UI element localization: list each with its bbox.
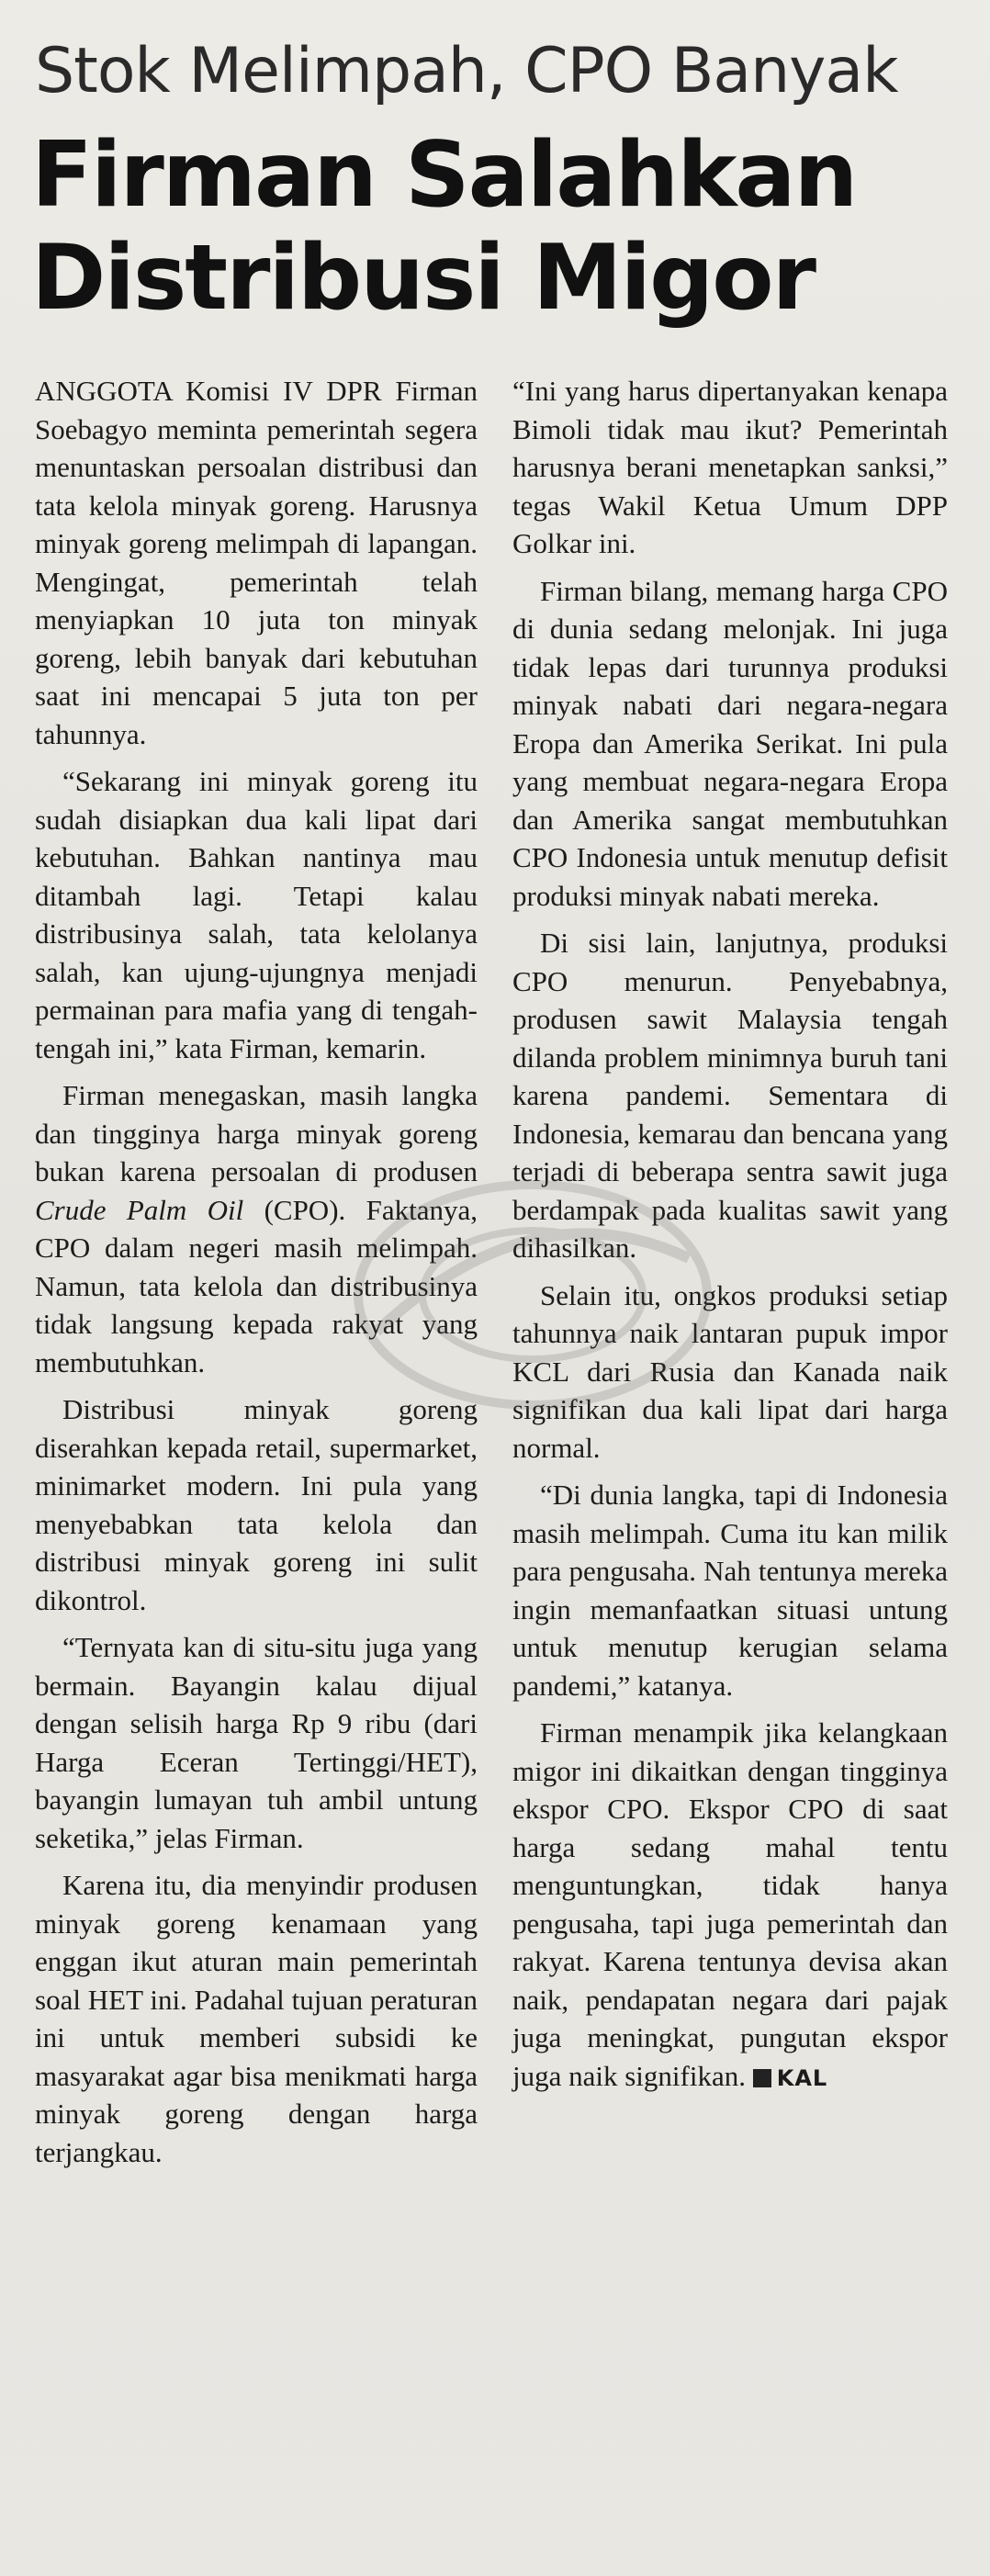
paragraph-7: “Ini yang harus dipertanyakan kenapa Bimoli tidak mau ikut? Pemerintah harusnya berani menetapkan sanksi,” tegas Wakil Ketua Umum DPP Golkar ini. xyxy=(512,375,948,559)
article-column-right xyxy=(512,372,948,2098)
headline-line-1: Firman Salahkan xyxy=(31,123,857,228)
paragraph-5: “Ternyata kan di situ-situ juga yang bermain. Bayangin kalau dijual dengan selisih harga Rp 9 ribu (dari Harga Eceran Tertinggi/HET), bayangin lumayan tuh ambil untung seketika,” jelas Firman. xyxy=(35,1631,478,1854)
article-column-left xyxy=(35,372,478,2171)
paragraph-6: Karena itu, dia menyindir produsen minyak goreng kenamaan yang enggan ikut aturan main pemerintah soal HET ini. Padahal tujuan peraturan ini untuk memberi subsidi ke masyarakat agar bisa menikmati harga minyak goreng dengan harga terjangkau. xyxy=(35,1869,478,2168)
paragraph-8: Firman bilang, memang harga CPO di dunia sedang melonjak. Ini juga tidak lepas dari turunnya produksi minyak nabati dari negara-negara Eropa dan Amerika Serikat. Ini pula yang membuat negara-negara Eropa dan Amerika sangat membutuhkan CPO Indonesia untuk menutup defisit produksi minyak nabati mereka. xyxy=(512,574,948,912)
paragraph-2: “Sekarang ini minyak goreng itu sudah disiapkan dua kali lipat dari kebutuhan. Bahkan nantinya mau ditambah lagi. Tetapi kalau distribusinya salah, tata kelolanya salah, kan ujung-ujungnya menjadi permainan para mafia yang di tengah-tengah ini,” kata Firman, kemarin. xyxy=(35,765,478,1064)
end-mark-icon xyxy=(753,2069,771,2087)
paragraph-1: ANGGOTA Komisi IV DPR Firman Soebagyo meminta pemerintah segera menuntaskan persoalan distribusi dan tata kelola minyak goreng. Harusnya minyak goreng melimpah di lapangan. Mengingat, pemerintah telah menyiapkan 10 juta ton minyak goreng, lebih banyak dari kebutuhan saat ini mencapai 5 juta ton per tahunnya. xyxy=(35,375,478,750)
paragraph-11: “Di dunia langka, tapi di Indonesia masih melimpah. Cuma itu kan milik para pengusaha. Nah tentunya mereka ingin memanfaatkan situasi untung untuk menutup kerugian selama pandemi,” katanya. xyxy=(512,1479,948,1702)
headline xyxy=(31,124,856,330)
byline: KAL xyxy=(776,2064,828,2091)
paragraph-3: Firman menegaskan, masih langka dan tingginya harga minyak goreng bukan karena persoalan di produsen Crude Palm Oil (CPO). Faktanya, CPO dalam negeri masih melimpah. Namun, tata kelola dan distribusinya tidak langsung kepada rakyat yang membutuhkan. xyxy=(35,1079,478,1378)
paragraph-9: Di sisi lain, lanjutnya, produksi CPO menurun. Penyebabnya, produsen sawit Malaysia tengah dilanda problem minimnya buruh tani karena pandemi. Sementara di Indonesia, kemarau dan bencana yang terjadi di beberapa sentra sawit juga berdampak pada kualitas sawit yang dihasilkan. xyxy=(512,927,948,1264)
kicker: Stok Melimpah, CPO Banyak xyxy=(35,35,898,107)
paragraph-4: Distribusi minyak goreng diserahkan kepada retail, supermarket, minimarket modern. Ini pula yang menyebabkan tata kelola dan distribusi minyak goreng ini sulit dikontrol. xyxy=(35,1393,478,1616)
paragraph-10: Selain itu, ongkos produksi setiap tahunnya naik lantaran pupuk impor KCL dari Rusia dan Kanada naik signifikan dua kali lipat dari harga normal. xyxy=(512,1278,948,1464)
headline-line-2: Distribusi Migor xyxy=(31,226,815,331)
paragraph-12: Firman menampik jika kelangkaan migor ini dikaitkan dengan tingginya ekspor CPO. Ekspor CPO di saat harga sedang mahal tentu menguntungkan, tidak hanya pengusaha, tapi juga pemerintah dan rakyat. Karena tentunya devisa akan naik, pendapatan negara dari pajak juga meningkat, pungutan ekspor juga naik signifikan. KAL xyxy=(512,1716,948,2092)
